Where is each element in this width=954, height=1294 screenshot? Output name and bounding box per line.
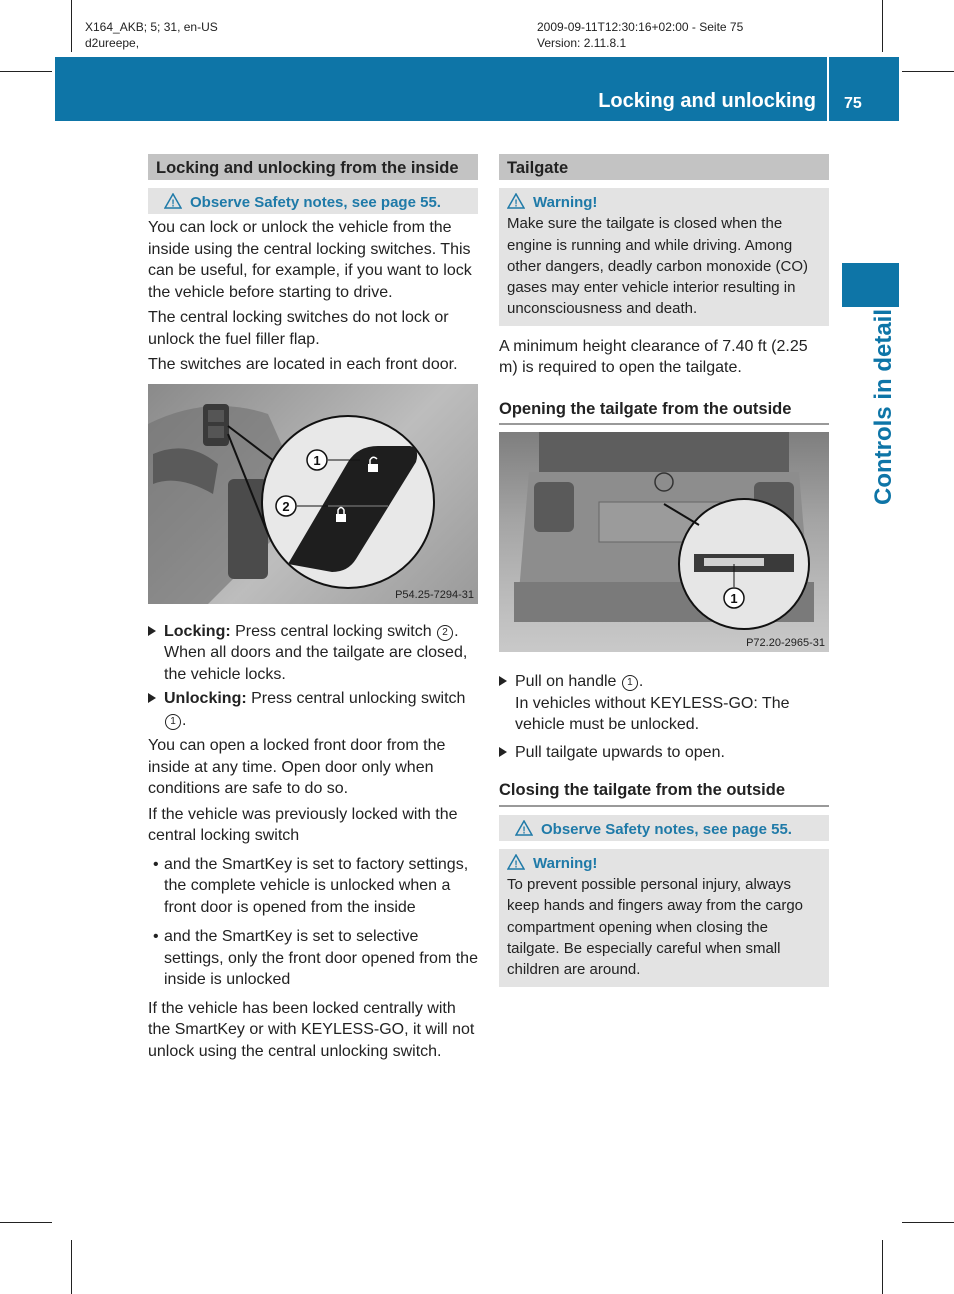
crop-mark (71, 0, 72, 52)
door-switch-drawing (148, 384, 478, 604)
meta-right-line1: 2009-09-11T12:30:16+02:00 - Seite 75 (537, 20, 744, 34)
instruction-step (499, 671, 829, 736)
header-separator (827, 57, 829, 121)
paragraph: You can lock or unlock the vehicle from the inside using the central locking switches. This can be useful, for example, if you want to lock the vehicle before starting to drive. (148, 219, 472, 301)
callout-number: 1 (165, 714, 181, 730)
step-text: Pull on handle (515, 673, 621, 691)
warning-title (507, 853, 821, 874)
subsection-title: Opening the tailgate from the outside (499, 399, 829, 426)
side-tab-label-text: Controls in detail (870, 308, 897, 505)
side-tab-label (835, 308, 897, 510)
image-code: P54.25-7294-31 (395, 588, 474, 601)
crop-mark (0, 1222, 52, 1223)
tailgate-illustration (499, 432, 829, 652)
warning-icon (515, 820, 533, 836)
callout-label-1: 1 (730, 591, 738, 607)
safety-note[interactable] (499, 815, 829, 841)
callout-number: 1 (622, 675, 638, 691)
header-title: Locking and unlocking (598, 90, 816, 112)
bullet-text: and the SmartKey is set to factory settings, the complete vehicle is unlocked when a front door is opened from the inside (164, 855, 469, 916)
callout-label-1: 1 (313, 452, 321, 468)
arrow-icon (499, 747, 507, 757)
step-text: Press central unlocking switch (246, 690, 466, 707)
meta-left-line1: X164_AKB; 5; 31, en-US (85, 20, 218, 34)
paragraph: If the vehicle was previously locked with the central locking switch (148, 805, 458, 844)
crop-mark (0, 71, 52, 72)
subsection-title: Closing the tailgate from the outside (499, 780, 829, 807)
warning-box (499, 188, 829, 326)
svg-text:!: ! (514, 859, 518, 870)
callout-number: 2 (437, 625, 453, 641)
page-number: 75 (844, 95, 862, 112)
left-column (148, 154, 478, 1066)
instruction-step (499, 742, 829, 764)
right-column (499, 154, 829, 987)
warning-title-text: Warning! (533, 194, 598, 211)
paragraph: You can open a locked front door from the inside at any time. Open door only when conditions are safe to do so. (148, 737, 446, 797)
door-switch-illustration (148, 384, 478, 604)
meta-left-line2: d2ureepe, (85, 36, 140, 50)
meta-left (85, 19, 218, 51)
side-tab (842, 263, 899, 307)
warning-title-text: Warning! (533, 854, 598, 872)
paragraph: If the vehicle has been locked centrally with the SmartKey or with KEYLESS-GO, it will not unlock using the central unlocking switch. (148, 999, 475, 1060)
step-text: Press central locking switch (230, 622, 437, 640)
step-label: Locking: (164, 622, 231, 640)
warning-text: To prevent possible personal injury, always keep hands and fingers away from the cargo compartment opening when closing the tailgate. Be especially careful when small children are around. (507, 876, 804, 979)
meta-right-line2: Version: 2.11.8.1 (537, 36, 627, 50)
paragraph: The switches are located in each front door. (148, 356, 458, 373)
step-text: . (182, 711, 187, 729)
arrow-icon (499, 676, 507, 686)
instruction-step (148, 621, 478, 686)
step-text: . When all doors and the tailgate are closed, the vehicle locks. (164, 622, 468, 683)
step-label: Unlocking: (164, 690, 247, 707)
crop-mark (882, 0, 883, 52)
svg-text:!: ! (171, 198, 175, 209)
safety-note[interactable] (148, 188, 478, 214)
paragraph: The central locking switches do not lock or unlock the fuel filler flap. (148, 309, 449, 348)
warning-box (499, 849, 829, 987)
crop-mark (902, 71, 954, 72)
warning-icon (164, 193, 182, 209)
step-text: . (638, 673, 644, 691)
bullet-item: • and the SmartKey is set to factory settings, the complete vehicle is unlocked when a front door is opened from the inside (153, 855, 469, 916)
tailgate-drawing (499, 432, 829, 652)
meta-right (537, 19, 743, 51)
crop-mark (882, 1240, 883, 1294)
bullet-item: • and the SmartKey is set to selective settings, only the front door opened from the inside is unlocked (153, 928, 478, 988)
section-title: Tailgate (499, 154, 829, 180)
step-note: In vehicles without KEYLESS-GO: The vehicle must be unlocked. (515, 694, 790, 734)
step-text: Pull tailgate upwards to open. (515, 743, 725, 761)
crop-mark (71, 1240, 72, 1294)
callout-label-2: 2 (282, 498, 290, 514)
svg-text:!: ! (514, 198, 518, 209)
paragraph: A minimum height clearance of 7.40 ft (2.25 m) is required to open the tailgate. (499, 337, 808, 377)
svg-text:!: ! (522, 825, 526, 836)
image-code: P72.20-2965-31 (746, 637, 825, 650)
warning-icon (507, 854, 525, 870)
safety-note-text: Observe Safety notes, see page 55. (190, 194, 441, 211)
warning-title (507, 192, 821, 213)
arrow-icon (148, 626, 156, 636)
arrow-icon (148, 693, 156, 703)
warning-icon (507, 193, 525, 209)
bullet-text: and the SmartKey is set to selective settings, only the front door opened from the inside is unlocked (164, 928, 478, 988)
warning-text: Make sure the tailgate is closed when the engine is running and while driving. Among other dangers, deadly carbon monoxide (CO) gases may enter vehicle interior resulting in unconsciousness and death. (507, 215, 808, 318)
crop-mark (902, 1222, 954, 1223)
safety-note-text: Observe Safety notes, see page 55. (541, 820, 792, 838)
instruction-step (148, 688, 478, 731)
section-title: Locking and unlocking from the inside (148, 154, 478, 180)
